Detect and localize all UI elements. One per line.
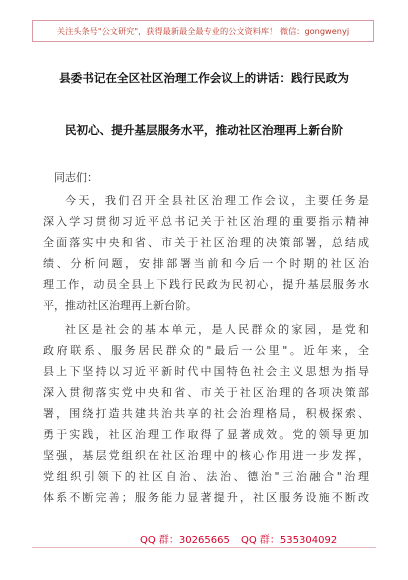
paragraph-line: 体系不断完善；服务能力显著提升，社区服务设施不断改 — [43, 491, 369, 504]
qq-group-1: QQ 群：30265665 — [140, 535, 230, 546]
paragraph-line: 理工作，动员全县上下践行民政为民初心，提升基层服务水 — [43, 278, 369, 291]
header-banner: 关注头条号"公文研究"，获得最新最全最专业的公文资料库！ 微信：gongwenyj — [32, 20, 374, 42]
footer-divider — [32, 547, 376, 548]
paragraph-line: 政府联系、服务居民群众的"最后一公里"。近年来，全 — [43, 344, 369, 357]
paragraph-line: 党组织引领下的社区自治、法治、德治"三治融合"治理 — [43, 470, 369, 483]
paragraph-line: 绩、分析问题，安排部署当前和今后一个时期的社区治 — [43, 257, 369, 270]
paragraph-line: 坚强，基层党组织在社区治理中的核心作用进一步发挥， — [43, 449, 369, 462]
paragraph-line: 深入学习贯彻习近平总书记关于社区治理的重要指示精神 — [43, 215, 369, 228]
paragraph-line: 深入贯彻落实党中央和省、市关于社区治理的各项决策部 — [43, 386, 369, 399]
paragraph-2 — [43, 319, 369, 508]
paragraph-line: 县上下坚持以习近平新时代中国特色社会主义思想为指导 — [43, 365, 369, 378]
paragraph-line: 社区是社会的基本单元，是人民群众的家园，是党和 — [65, 323, 369, 336]
paragraph-1 — [43, 190, 369, 316]
qq-group-2: QQ 群：535304092 — [241, 535, 338, 546]
paragraph-line: 署，围绕打造共建共治共享的社会治理格局，积极探索、 — [43, 407, 369, 420]
paragraph-line: 平，推动社区治理再上新台阶。 — [43, 299, 197, 312]
paragraph-line: 全面落实中央和省、市关于社区治理的决策部署，总结成 — [43, 236, 369, 249]
document-title-line-2: 民初心、提升基层服务水平，推动社区治理再上新台阶 — [64, 123, 344, 137]
paragraph-line: 勇于实践，社区治理工作取得了显著成效。党的领导更加 — [43, 428, 369, 441]
salutation: 同志们： — [54, 171, 98, 184]
paragraph-line: 今天，我们召开全县社区治理工作会议，主要任务是 — [65, 194, 369, 207]
document-title-line-1: 县委书记在全区社区治理工作会议上的讲话：践行民政为 — [59, 71, 349, 85]
